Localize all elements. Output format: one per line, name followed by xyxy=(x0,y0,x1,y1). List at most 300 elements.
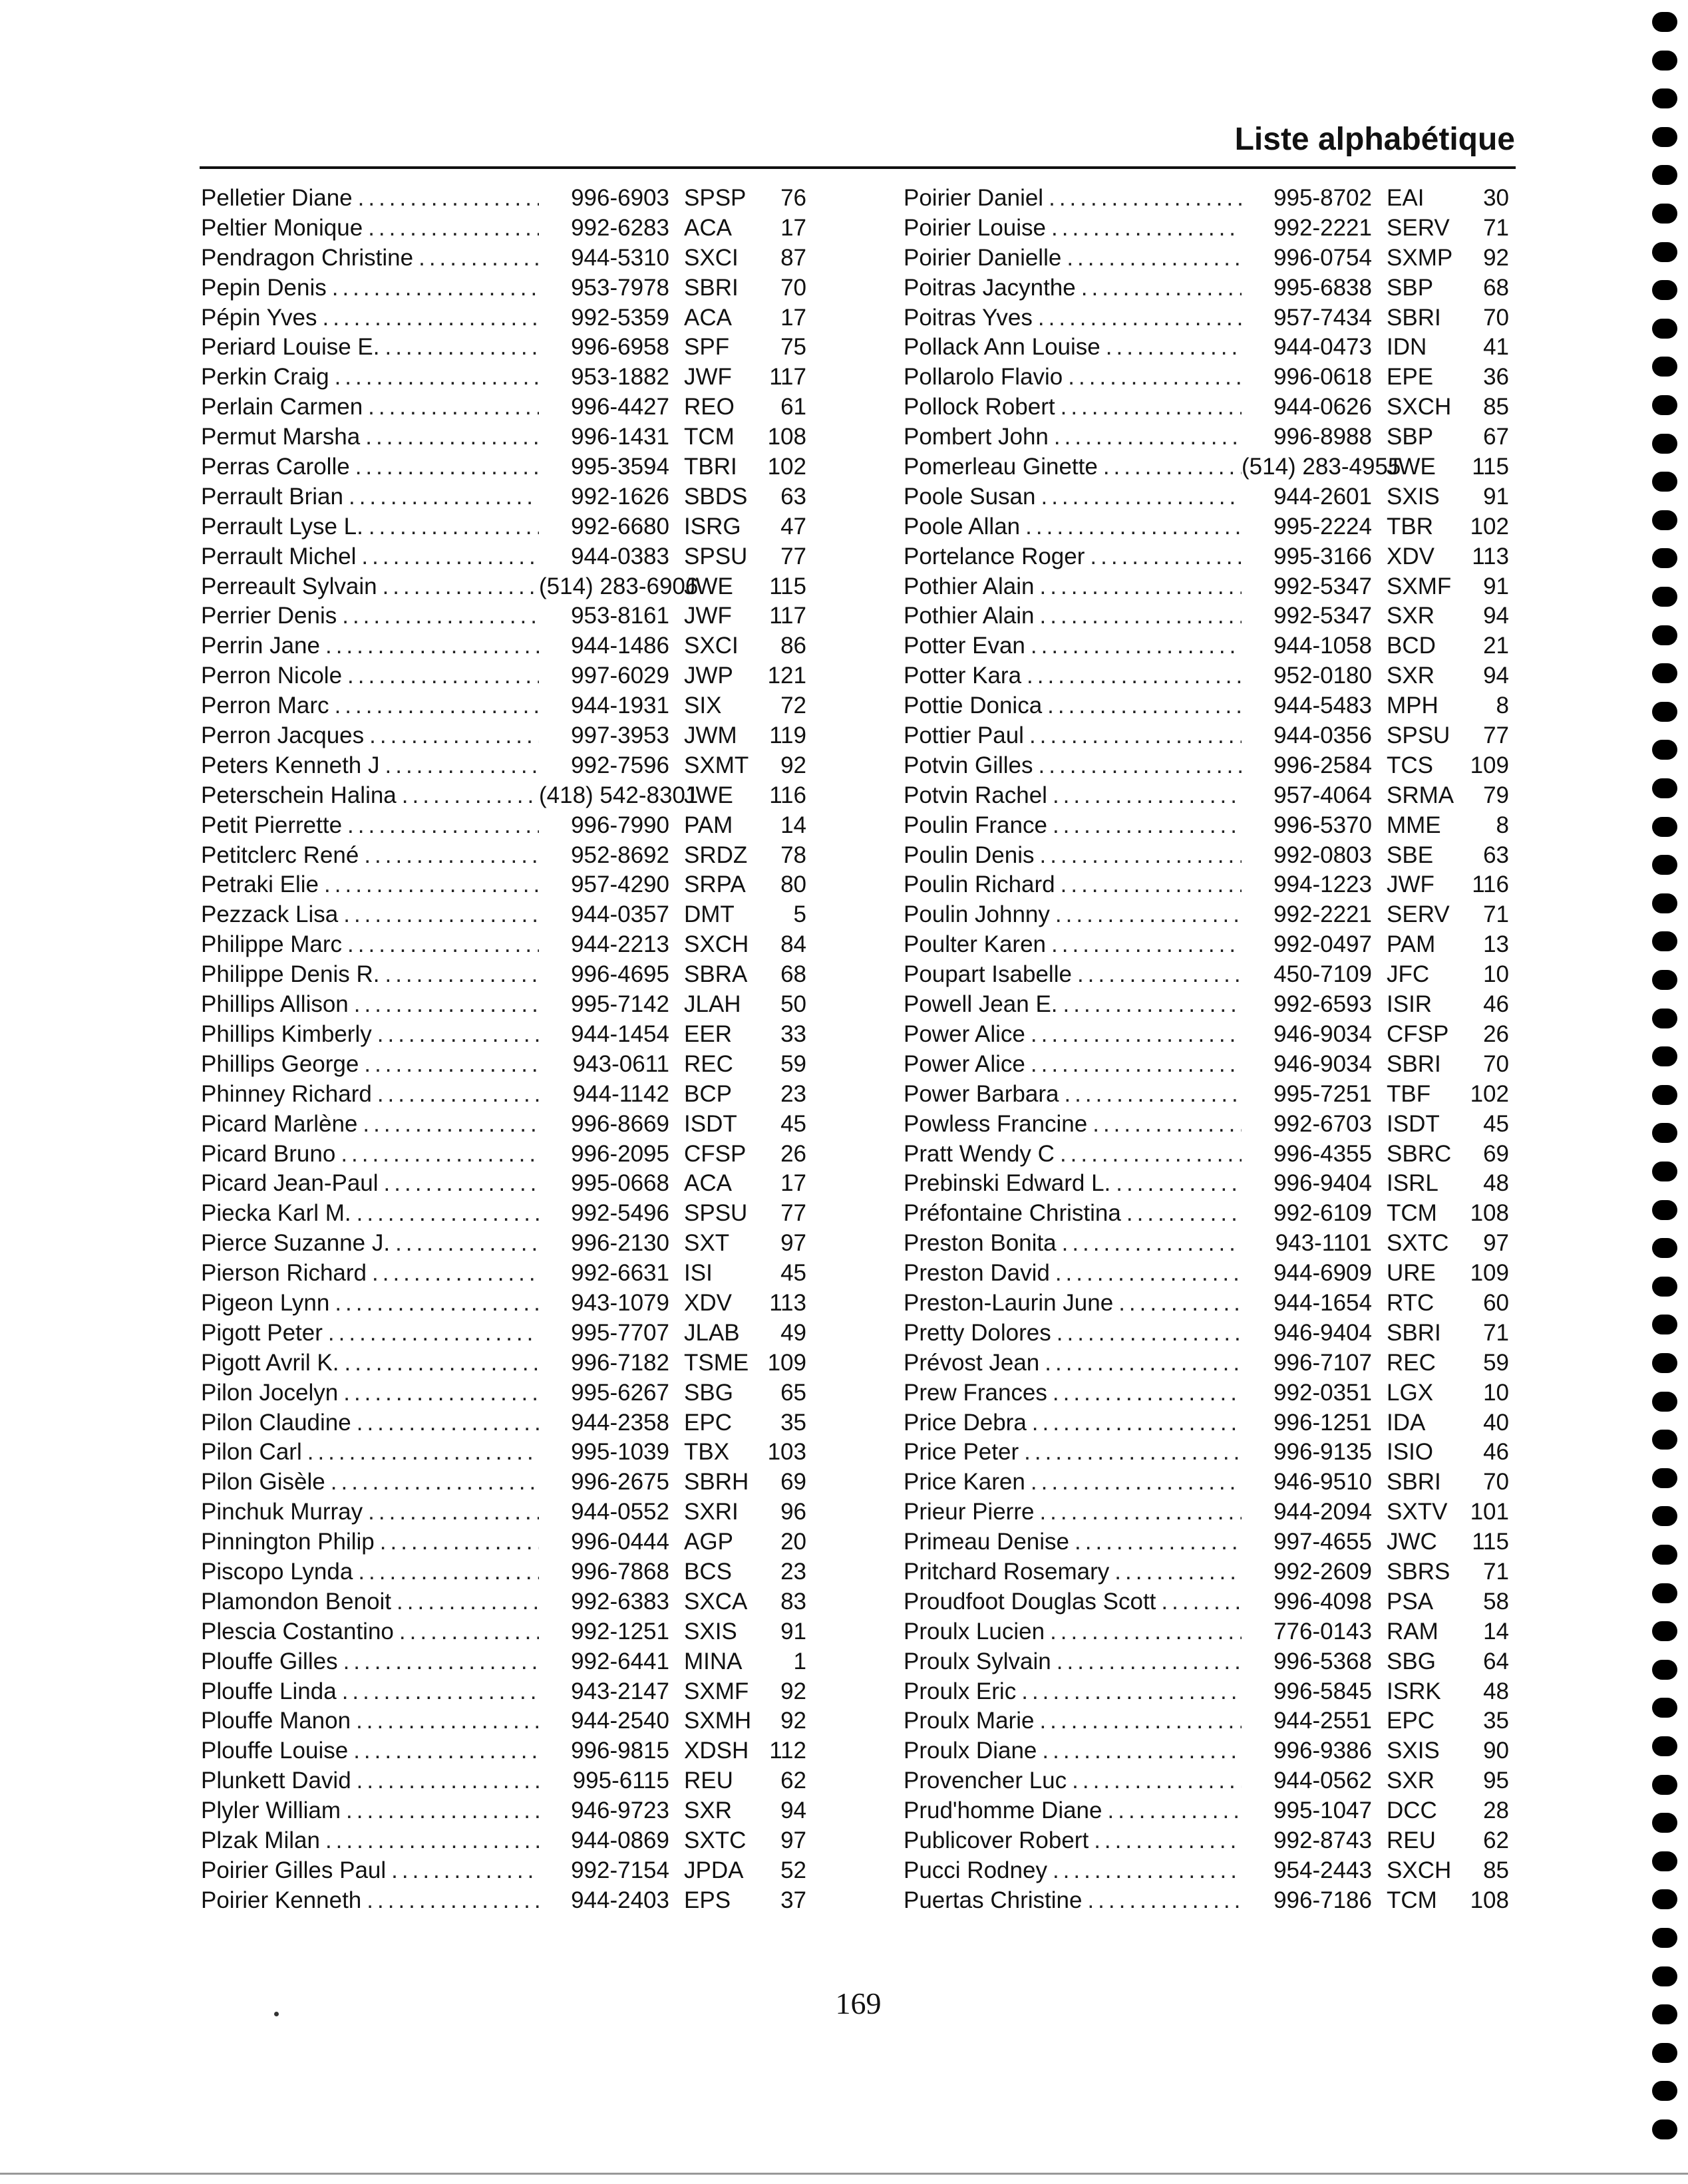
entry-code: SPSP xyxy=(684,185,747,211)
entry-name: Pretty Dolores xyxy=(904,1319,1051,1346)
entry-name: Pollock Robert xyxy=(904,394,1055,420)
directory-entry xyxy=(201,601,806,631)
entry-name: Pottie Donica xyxy=(904,693,1043,719)
entry-phone: 992-0803 xyxy=(1273,842,1372,868)
entry-phone: 992-2221 xyxy=(1273,214,1372,241)
entry-name: Pottier Paul xyxy=(904,722,1024,749)
entry-code: SXTC xyxy=(1387,1230,1449,1257)
entry-phone: 995-6838 xyxy=(1273,274,1372,301)
entry-phone: 992-6441 xyxy=(571,1648,669,1674)
directory-entry xyxy=(201,1497,806,1527)
entry-page: 92 xyxy=(780,1678,806,1704)
dot-leader xyxy=(1075,1527,1242,1557)
entry-code: SBDS xyxy=(684,483,748,510)
entry-phone: 995-3594 xyxy=(571,454,669,480)
entry-name: Perrier Denis xyxy=(201,603,337,629)
entry-code: SXIS xyxy=(1387,483,1440,510)
binding-hole xyxy=(1652,1123,1677,1143)
dot-leader xyxy=(1118,1289,1242,1318)
entry-name: Perrault Lyse L. xyxy=(201,513,363,540)
dot-leader xyxy=(343,1378,539,1408)
binding-hole xyxy=(1652,740,1677,760)
directory-entry xyxy=(201,841,806,871)
dot-leader xyxy=(361,542,539,571)
dot-leader xyxy=(1093,1110,1242,1139)
directory-entry xyxy=(904,363,1509,392)
entry-code: XDV xyxy=(684,1289,732,1316)
entry-phone: 995-0668 xyxy=(571,1170,669,1197)
directory-entry xyxy=(201,1169,806,1199)
dot-leader xyxy=(1053,781,1242,810)
directory-entry xyxy=(201,482,806,512)
dot-leader xyxy=(1126,1199,1242,1228)
entry-code: SBE xyxy=(1387,842,1434,868)
binding-hole xyxy=(1652,1966,1677,1986)
entry-name: Publicover Robert xyxy=(904,1827,1089,1853)
entry-page: 94 xyxy=(1483,603,1509,629)
dot-leader xyxy=(367,1886,539,1915)
directory-entry xyxy=(201,1020,806,1050)
entry-code: SBRI xyxy=(1387,1050,1441,1077)
dot-leader xyxy=(1025,512,1242,542)
entry-phone: 996-6903 xyxy=(571,185,669,211)
entry-code: SBRI xyxy=(1387,304,1441,331)
dot-leader xyxy=(1027,661,1242,691)
dot-leader xyxy=(364,1050,539,1079)
entry-page: 102 xyxy=(1470,513,1509,540)
directory-entry xyxy=(201,1348,806,1378)
entry-name: Poulin France xyxy=(904,812,1047,838)
entry-code: JLAH xyxy=(684,991,741,1018)
entry-phone: 992-0497 xyxy=(1273,931,1372,958)
entry-phone: (514) 283-4955 xyxy=(1242,454,1401,480)
entry-page: 102 xyxy=(767,454,806,480)
entry-name: Pomerleau Ginette xyxy=(904,454,1098,480)
entry-phone: 995-8702 xyxy=(1273,185,1372,211)
entry-code: MME xyxy=(1387,812,1441,838)
entry-code: EER xyxy=(684,1020,732,1047)
directory-entry xyxy=(904,512,1509,542)
directory-entry xyxy=(904,243,1509,273)
entry-page: 94 xyxy=(1483,663,1509,689)
entry-page: 77 xyxy=(1483,722,1509,749)
entry-page: 94 xyxy=(780,1797,806,1824)
entry-name: Price Karen xyxy=(904,1469,1025,1495)
binding-hole xyxy=(1652,2043,1677,2063)
entry-code: JWC xyxy=(1387,1529,1437,1555)
entry-page: 69 xyxy=(780,1469,806,1495)
entry-page: 116 xyxy=(769,782,806,808)
dot-leader xyxy=(1053,811,1242,840)
dot-leader xyxy=(346,1796,539,1825)
directory-entry xyxy=(201,1319,806,1348)
entry-page: 35 xyxy=(1483,1708,1509,1734)
entry-phone: 944-0562 xyxy=(1273,1768,1372,1794)
entry-name: Pothier Alain xyxy=(904,573,1035,599)
entry-phone: 996-2584 xyxy=(1273,752,1372,778)
entry-code: TSME xyxy=(684,1349,749,1376)
entry-code: JWP xyxy=(684,663,733,689)
directory-entry xyxy=(904,841,1509,871)
entry-code: SXR xyxy=(1387,603,1435,629)
entry-page: 72 xyxy=(780,693,806,719)
dot-leader xyxy=(377,1080,539,1109)
entry-phone: 953-8161 xyxy=(571,603,669,629)
entry-page: 67 xyxy=(1483,424,1509,450)
entry-code: PAM xyxy=(684,812,733,838)
entry-code: ISRL xyxy=(1387,1170,1438,1197)
binding-hole xyxy=(1652,548,1677,568)
entry-code: TCM xyxy=(1387,1887,1437,1913)
page-title: Liste alphabétique xyxy=(1234,122,1515,157)
dot-leader xyxy=(372,1259,539,1288)
binding-hole xyxy=(1652,817,1677,837)
entry-phone: 992-1251 xyxy=(571,1618,669,1644)
entry-name: Pierson Richard xyxy=(201,1260,367,1287)
directory-entry xyxy=(904,1229,1509,1259)
directory-column-left xyxy=(201,184,806,1916)
dot-leader xyxy=(1032,1408,1242,1438)
binding-hole xyxy=(1652,1277,1677,1297)
directory-entry xyxy=(201,870,806,900)
dot-leader xyxy=(385,333,539,362)
entry-code: IDN xyxy=(1387,334,1427,361)
entry-phone: 995-1047 xyxy=(1273,1797,1372,1824)
dot-leader xyxy=(1029,721,1242,750)
entry-name: Proulx Marie xyxy=(904,1708,1035,1734)
dot-leader xyxy=(1047,691,1242,720)
entry-code: SXCI xyxy=(684,244,739,271)
dot-leader xyxy=(1031,1050,1242,1079)
entry-name: Plescia Costantino xyxy=(201,1618,394,1644)
binding-hole xyxy=(1652,893,1677,913)
directory-entry xyxy=(904,1050,1509,1080)
entry-code: SXCH xyxy=(1387,394,1452,420)
dot-leader xyxy=(391,1856,539,1885)
entry-phone: 953-1882 xyxy=(571,364,669,390)
directory-entry xyxy=(201,452,806,482)
directory-entry xyxy=(201,1408,806,1438)
entry-name: Petit Pierrette xyxy=(201,812,343,838)
entry-phone: 944-2540 xyxy=(571,1708,669,1734)
entry-page: 70 xyxy=(1483,1469,1509,1495)
directory-entry xyxy=(904,1736,1509,1766)
entry-page: 52 xyxy=(780,1857,806,1883)
entry-phone: 995-6267 xyxy=(571,1379,669,1406)
entry-name: Pendragon Christine xyxy=(201,244,414,271)
entry-page: 47 xyxy=(780,513,806,540)
entry-page: 71 xyxy=(1483,1558,1509,1585)
directory-entry xyxy=(201,1736,806,1766)
entry-phone: 995-7251 xyxy=(1273,1080,1372,1107)
dot-leader xyxy=(385,751,540,780)
entry-phone: 944-0473 xyxy=(1273,334,1372,361)
entry-name: Peterschein Halina xyxy=(201,782,397,808)
entry-phone: (418) 542-8301 xyxy=(539,782,699,808)
entry-name: Proulx Sylvain xyxy=(904,1648,1051,1674)
entry-code: JWE xyxy=(684,782,733,808)
dot-leader xyxy=(1050,1617,1242,1646)
dot-leader xyxy=(335,1289,539,1318)
entry-page: 1 xyxy=(793,1648,806,1674)
entry-name: Picard Bruno xyxy=(201,1140,336,1167)
entry-page: 30 xyxy=(1483,185,1509,211)
directory-entry xyxy=(201,1826,806,1856)
entry-name: Pombert John xyxy=(904,424,1049,450)
entry-code: SXIS xyxy=(684,1618,737,1644)
entry-page: 113 xyxy=(1472,543,1509,569)
entry-code: SXMF xyxy=(684,1678,749,1704)
directory-entry xyxy=(201,1677,806,1707)
entry-name: Periard Louise E. xyxy=(201,334,380,361)
directory-entry xyxy=(904,1706,1509,1736)
entry-page: 79 xyxy=(1483,782,1509,808)
directory-entry xyxy=(904,1647,1509,1677)
entry-code: AGP xyxy=(684,1529,733,1555)
entry-code: JWF xyxy=(684,603,732,629)
entry-phone: 992-6383 xyxy=(571,1588,669,1615)
dot-leader xyxy=(1064,1080,1242,1109)
entry-name: Poole Susan xyxy=(904,483,1036,510)
dot-leader xyxy=(1039,1497,1242,1527)
entry-code: SBRI xyxy=(684,274,739,301)
dot-leader xyxy=(1031,1020,1242,1049)
entry-phone: 992-8743 xyxy=(1273,1827,1372,1853)
entry-page: 45 xyxy=(780,1260,806,1287)
entry-phone: 944-0357 xyxy=(571,901,669,928)
binding-hole xyxy=(1652,1315,1677,1334)
entry-name: Plzak Milan xyxy=(201,1827,320,1853)
entry-page: 92 xyxy=(780,752,806,778)
binding-hole xyxy=(1652,1392,1677,1412)
entry-page: 91 xyxy=(780,1618,806,1644)
entry-name: Poupart Isabelle xyxy=(904,961,1072,988)
dot-leader xyxy=(347,661,539,691)
directory-entry xyxy=(201,1766,806,1796)
binding-hole xyxy=(1652,1736,1677,1756)
binding-hole xyxy=(1652,587,1677,607)
entry-page: 21 xyxy=(1483,633,1509,659)
entry-page: 37 xyxy=(780,1887,806,1913)
dot-leader xyxy=(1062,1229,1242,1258)
entry-code: SRDZ xyxy=(684,842,748,868)
binding-hole xyxy=(1652,1621,1677,1641)
entry-code: JWM xyxy=(684,722,737,749)
entry-name: Portelance Roger xyxy=(904,543,1085,569)
entry-page: 115 xyxy=(769,573,806,599)
directory-entry xyxy=(201,512,806,542)
entry-page: 14 xyxy=(1483,1618,1509,1644)
directory-entry xyxy=(201,363,806,392)
dot-leader xyxy=(1061,870,1242,899)
entry-phone: 992-1626 xyxy=(571,483,669,510)
binding-hole xyxy=(1652,434,1677,454)
entry-name: Preston Bonita xyxy=(904,1230,1057,1257)
entry-page: 71 xyxy=(1483,214,1509,241)
entry-phone: 996-0618 xyxy=(1273,364,1372,390)
entry-phone: 996-0754 xyxy=(1273,244,1372,271)
entry-page: 61 xyxy=(780,394,806,420)
entry-name: Poirier Louise xyxy=(904,214,1046,241)
entry-code: MINA xyxy=(684,1648,743,1674)
directory-entry xyxy=(904,1468,1509,1497)
directory-entry xyxy=(904,1348,1509,1378)
entry-name: Powless Francine xyxy=(904,1110,1088,1137)
entry-page: 86 xyxy=(780,633,806,659)
directory-entry xyxy=(904,1587,1509,1617)
directory-entry xyxy=(201,990,806,1020)
directory-entry xyxy=(201,1468,806,1497)
entry-code: SBRI xyxy=(1387,1319,1441,1346)
dot-leader xyxy=(357,1766,539,1795)
entry-name: Poirier Daniel xyxy=(904,185,1044,211)
dot-leader xyxy=(363,1110,539,1139)
directory-entry xyxy=(201,572,806,602)
entry-page: 41 xyxy=(1483,334,1509,361)
dot-leader xyxy=(1061,392,1242,422)
entry-name: Perlain Carmen xyxy=(201,394,363,420)
entry-code: SBG xyxy=(684,1379,733,1406)
directory-entry xyxy=(904,870,1509,900)
entry-page: 13 xyxy=(1483,931,1509,958)
entry-page: 80 xyxy=(780,871,806,898)
directory-entry xyxy=(201,900,806,930)
entry-page: 28 xyxy=(1483,1797,1509,1824)
entry-code: SBRH xyxy=(684,1469,749,1495)
entry-page: 113 xyxy=(769,1289,806,1316)
entry-name: Pezzack Lisa xyxy=(201,901,339,928)
dot-leader xyxy=(1031,1468,1242,1497)
entry-phone: 944-0869 xyxy=(571,1827,669,1853)
entry-code: ISI xyxy=(684,1260,713,1287)
dot-leader xyxy=(357,1199,539,1228)
entry-code: BCP xyxy=(684,1080,732,1107)
entry-code: ACA xyxy=(684,214,732,241)
entry-page: 108 xyxy=(1470,1200,1509,1227)
entry-name: Preston-Laurin June xyxy=(904,1289,1114,1316)
entry-phone: 992-5347 xyxy=(1273,573,1372,599)
entry-name: Prebinski Edward L. xyxy=(904,1170,1111,1197)
entry-name: Petraki Elie xyxy=(201,871,319,898)
entry-name: Philippe Marc xyxy=(201,931,343,958)
entry-phone: 996-8669 xyxy=(571,1110,669,1137)
entry-page: 36 xyxy=(1483,364,1509,390)
directory-entry xyxy=(201,721,806,751)
entry-code: SXMP xyxy=(1387,244,1453,271)
entry-code: TCS xyxy=(1387,752,1433,778)
dot-leader xyxy=(1116,1169,1242,1198)
dot-leader xyxy=(1106,333,1242,362)
entry-phone: 995-1039 xyxy=(571,1439,669,1466)
directory-entry xyxy=(201,243,806,273)
entry-phone: 944-5483 xyxy=(1273,693,1372,719)
directory-entry xyxy=(904,214,1509,243)
entry-name: Proudfoot Douglas Scott xyxy=(904,1588,1156,1615)
entry-name: Perras Carolle xyxy=(201,454,350,480)
entry-name: Preston David xyxy=(904,1260,1050,1287)
dot-leader xyxy=(1053,1378,1242,1408)
entry-page: 23 xyxy=(780,1080,806,1107)
entry-name: Prud'homme Diane xyxy=(904,1797,1102,1824)
entry-phone: 996-9404 xyxy=(1273,1170,1372,1197)
dot-leader xyxy=(1039,751,1242,780)
entry-page: 92 xyxy=(1483,244,1509,271)
entry-code: XDSH xyxy=(684,1738,749,1764)
directory-entry xyxy=(201,811,806,841)
entry-name: Plouffe Linda xyxy=(201,1678,337,1704)
entry-page: 49 xyxy=(780,1319,806,1346)
directory-entry xyxy=(201,1259,806,1289)
entry-page: 119 xyxy=(769,722,806,749)
directory-entry xyxy=(904,811,1509,841)
binding-hole xyxy=(1652,1660,1677,1680)
dot-leader xyxy=(1161,1587,1242,1617)
entry-phone: 996-4427 xyxy=(571,394,669,420)
binding-hole xyxy=(1652,702,1677,722)
entry-code: SXRI xyxy=(684,1499,739,1525)
entry-phone: 946-9404 xyxy=(1273,1319,1372,1346)
dot-leader xyxy=(380,1527,539,1557)
directory-entry xyxy=(904,1766,1509,1796)
entry-phone: 944-2551 xyxy=(1273,1708,1372,1734)
entry-name: Poitras Jacynthe xyxy=(904,274,1076,301)
entry-code: JWE xyxy=(1387,454,1436,480)
directory-entry xyxy=(904,452,1509,482)
entry-code: IDA xyxy=(1387,1409,1426,1436)
entry-code: XDV xyxy=(1387,543,1435,569)
entry-phone: 992-6680 xyxy=(571,513,669,540)
entry-code: SBRC xyxy=(1387,1140,1452,1167)
dot-leader xyxy=(1031,631,1242,661)
directory-entry xyxy=(904,1856,1509,1886)
dot-leader xyxy=(1108,1796,1242,1825)
entry-phone: 943-0611 xyxy=(572,1050,669,1077)
dot-leader xyxy=(324,870,539,899)
spiral-binding-holes xyxy=(1641,0,1688,2184)
dot-leader xyxy=(369,721,539,750)
entry-code: EPE xyxy=(1387,364,1434,390)
directory-entry xyxy=(201,1080,806,1110)
page-number: 169 xyxy=(835,1986,882,2020)
dot-leader xyxy=(1051,214,1242,243)
entry-code: JWF xyxy=(1387,871,1435,898)
entry-page: 70 xyxy=(1483,1050,1509,1077)
entry-code: SERV xyxy=(1387,214,1450,241)
entry-name: Pépin Yves xyxy=(201,304,317,331)
entry-page: 92 xyxy=(780,1708,806,1734)
directory-entry xyxy=(201,960,806,990)
entry-phone: 992-5347 xyxy=(1273,603,1372,629)
entry-name: Perron Marc xyxy=(201,693,329,719)
entry-code: EPC xyxy=(684,1409,732,1436)
entry-phone: 450-7109 xyxy=(1273,961,1372,988)
entry-page: 102 xyxy=(1470,1080,1509,1107)
binding-hole xyxy=(1652,1162,1677,1181)
entry-name: Plyler William xyxy=(201,1797,341,1824)
directory-entry xyxy=(904,930,1509,960)
entry-name: Proulx Eric xyxy=(904,1678,1017,1704)
entry-name: Pilon Jocelyn xyxy=(201,1379,339,1406)
entry-name: Plamondon Benoit xyxy=(201,1588,392,1615)
directory-entry xyxy=(904,303,1509,333)
binding-hole xyxy=(1652,357,1677,377)
entry-phone: 992-6631 xyxy=(571,1260,669,1287)
entry-phone: 996-1431 xyxy=(571,424,669,450)
binding-hole xyxy=(1652,165,1677,185)
entry-page: 69 xyxy=(1483,1140,1509,1167)
entry-code: SBP xyxy=(1387,424,1434,450)
entry-name: Pollarolo Flavio xyxy=(904,364,1063,390)
